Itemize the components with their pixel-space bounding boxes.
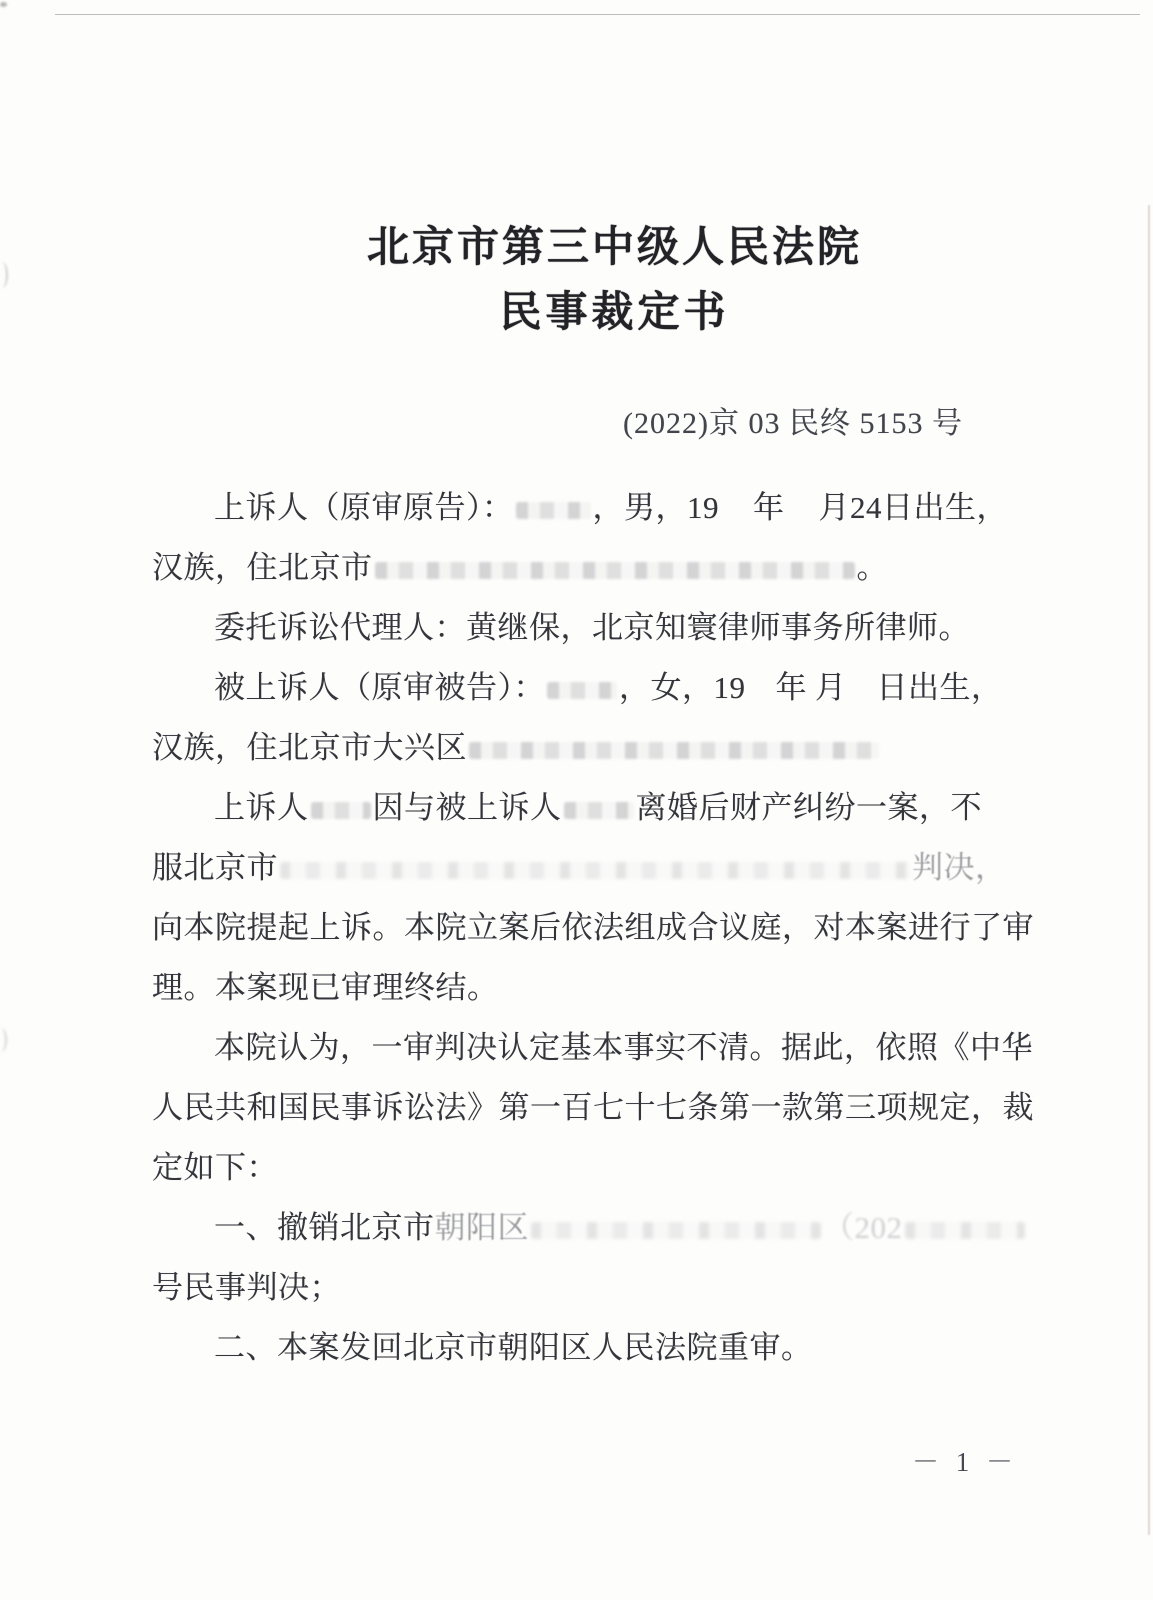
text-segment: ，女，19: [619, 670, 746, 705]
text-segment: 因与被上诉人: [372, 790, 562, 825]
redaction-smudge-case-ref: [905, 1222, 1025, 1239]
court-name: 北京市第三中级人民法院: [366, 225, 862, 271]
text-line-ruling-item1: [152, 1198, 1134, 1258]
text-segment: 理。本案现已审理终结。: [152, 970, 499, 1005]
redaction-smudge-address: [375, 562, 855, 579]
text-segment: 人民共和国民事诉讼法》第一百七十七条第一款第三项规定，裁: [152, 1090, 1034, 1125]
text-line-lower-court: [152, 838, 1072, 898]
redaction-smudge-address: [469, 742, 879, 759]
text-segment: 向本院提起上诉。本院立案后依法组成合议庭，对本案进行了审: [152, 910, 1034, 945]
text-line-legal-basis: [152, 1078, 1072, 1138]
text-segment: 服北京市: [152, 850, 278, 885]
scan-line-artifact: [55, 14, 1140, 15]
redacted-gap: [807, 697, 815, 698]
redaction-smudge-judgment: [280, 862, 910, 879]
text-line-appellant: [152, 478, 1134, 538]
text-line-ruling-item2: [152, 1318, 1134, 1378]
case-number: (2022)京 03 民终 5153 号: [623, 407, 963, 440]
redacted-gap: [746, 697, 776, 698]
redaction-smudge-name: [516, 502, 591, 519]
text-segment: 月: [815, 670, 847, 705]
text-segment: 年: [775, 670, 807, 705]
text-line-case-intro: [152, 778, 1134, 838]
text-line-procedure: [152, 898, 1072, 958]
redaction-smudge-case-ref: [531, 1222, 821, 1239]
text-segment-faint: 判决，: [912, 850, 1007, 885]
text-line-ruling-lead: [152, 1138, 1072, 1198]
text-segment: 二、本案发回北京市朝阳区人民法院重审。: [214, 1330, 813, 1365]
text-segment: 汉族，住北京市: [152, 550, 373, 585]
redaction-smudge-name: [564, 802, 634, 819]
text-segment: 日出生，: [876, 670, 1003, 705]
text-segment: 。: [856, 550, 888, 585]
scan-edge-artifact: [1148, 205, 1150, 1535]
scan-speck-artifact: [0, 2, 7, 7]
text-segment: 年: [753, 490, 785, 525]
redaction-smudge-name: [547, 682, 617, 699]
text-line-appellee-address: [152, 718, 1072, 778]
text-segment: 上诉人: [214, 790, 309, 825]
text-line-court-opinion: [152, 1018, 1134, 1078]
redaction-smudge-name: [311, 802, 371, 819]
text-segment: 一、撤销北京市: [214, 1210, 435, 1245]
redacted-gap: [847, 697, 877, 698]
redacted-gap: [785, 517, 819, 518]
text-line-appellant-address: [152, 538, 1072, 598]
text-segment: 委托诉讼代理人：黄继保，北京知寰律师事务所律师。: [214, 610, 970, 645]
text-segment: 本院认为，一审判决认定基本事实不清。据此，依照《中华: [214, 1030, 1033, 1065]
text-segment: 号民事判决；: [152, 1270, 341, 1305]
text-line-procedure-end: [152, 958, 1072, 1018]
text-segment: ，男，19: [592, 490, 719, 525]
redacted-gap: [719, 517, 753, 518]
document-type-title: 民事裁定书: [499, 290, 730, 336]
text-segment: 定如下：: [152, 1150, 278, 1185]
text-line-appellee: [152, 658, 1134, 718]
text-segment: 上诉人（原审原告）：: [214, 490, 514, 525]
scan-mark-artifact: [0, 262, 8, 288]
text-segment: 月24日出生，: [818, 490, 1008, 525]
text-segment: 汉族，住北京市大兴区: [152, 730, 467, 765]
text-segment: 被上诉人（原审被告）：: [214, 670, 545, 705]
text-segment: 离婚后财产纠纷一案，不: [635, 790, 982, 825]
text-segment-faint: 朝阳区: [434, 1210, 529, 1245]
text-line-ruling-item1-end: [152, 1258, 1072, 1318]
page-number: － 1 －: [912, 1447, 1018, 1477]
text-line-agent: [152, 598, 1134, 658]
text-segment-trace: （202: [823, 1210, 903, 1245]
scan-mark-artifact: [0, 1028, 7, 1052]
